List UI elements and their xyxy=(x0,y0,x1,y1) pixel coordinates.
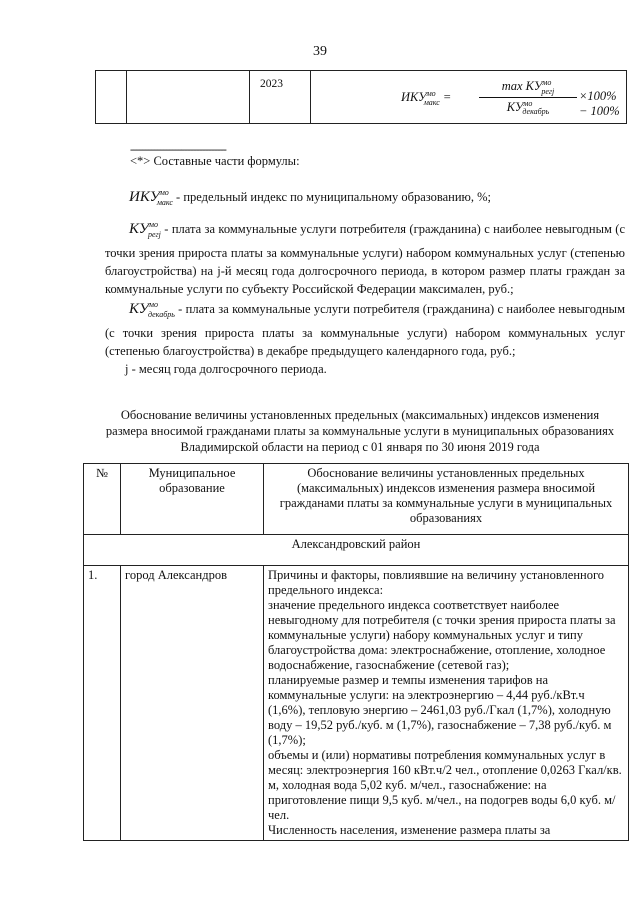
definition-ku-reg: $КУ^{мо}_{регj}$ - плата за коммунальные услуги потребителя (гражданина) с наиболее невыгодным (с точки зрения прироста платы за коммунальные услуги) набором коммунальных услуг (степенью благоустройства) на j-й месяц года долгосрочного периода, в котором размер платы граждан за коммунальные услуги по субъекту Российской Федерации максимален, руб.; xyxy=(105,220,625,296)
formula-rhs: ×100% − 100% xyxy=(579,89,620,118)
justification-line: объемы и (или) нормативы потребления коммунальных услуг в месяц: электроэнергия 160 кВт.ч/2 чел., отопление 0,0263 Гкал/кв. м, холодная вода 5,02 куб. м/чел., газоснабжение: на приготовление пищи 9,5 куб. м/чел., на подогрев воды 6,0 куб. м/чел. xyxy=(268,748,622,822)
region-name: Александровский район xyxy=(84,535,629,566)
row-number: 1. xyxy=(84,566,121,841)
formula-denominator: $КУ^{мо}_{декабрь}$ xyxy=(506,98,550,117)
justification-line: Причины и факторы, повлиявшие на величину установленного предельного индекса: xyxy=(268,568,605,597)
symbol-iku: $ИКУ^{мо}_{макс}$ xyxy=(129,188,173,207)
row-justification xyxy=(264,566,629,841)
justification-line: Численность населения, изменение размера платы за xyxy=(268,823,551,837)
footnote-separator: -------------------------------- xyxy=(130,142,226,156)
definition-iku: $ИКУ^{мо}_{макс}$ - предельный индекс по муниципальному образованию, %; xyxy=(129,188,492,207)
justification-line: планируемые размер и темпы изменения тарифов на коммунальные услуги: на электроэнергию – 4,44 руб./кВт.ч (1,6%), тепловую энергию – 2461,03 руб./Гкал (1,7%), холодную воду – 19,52 руб./куб. м (1,7%), газоснабжение – 7,38 руб./куб. м (1,7%); xyxy=(268,673,612,747)
header-municipality: Муниципальное образование xyxy=(121,464,264,535)
justification-table xyxy=(83,463,629,841)
header-number: № xyxy=(84,464,121,535)
justification-line: значение предельного индекса соответствует наиболее невыгодному для потребителя (с точки зрения прироста платы за коммунальные услуги) набору коммунальных услуг и типу благоустройства дома: электроснабжение, отопление, холодное водоснабжение, газоснабжение (сетевой газ); xyxy=(268,598,616,672)
year-cell: 2023 xyxy=(250,71,311,124)
header-justification: Обоснование величины установленных предельных (максимальных) индексов изменения размера вносимой гражданами платы за коммунальные услуги в муниципальных образованиях xyxy=(264,464,629,535)
row-municipality: город Александров xyxy=(121,566,264,841)
page-number: 39 xyxy=(313,44,327,59)
table-header-row xyxy=(84,464,629,535)
symbol-ku-reg: $КУ^{мо}_{регj}$ xyxy=(129,220,161,239)
definition-j: j - месяц года долгосрочного периода. xyxy=(125,362,327,376)
section-heading: Обоснование величины установленных предельных (максимальных) индексов изменения размера вносимой гражданами платы за коммунальные услуги в муниципальных образованиях Владимирской области на период с 01 января по 30 июня 2019 года xyxy=(105,408,615,454)
formula-table xyxy=(95,70,627,124)
footnote-title: <*> Составные части формулы: xyxy=(130,154,300,168)
formula-cell xyxy=(311,71,627,124)
formula-lhs: $ИКУ^{мо}_{макс}$ = xyxy=(401,89,452,107)
table-row xyxy=(84,566,629,841)
symbol-ku-dec: $КУ^{мо}_{декабрь}$ xyxy=(129,300,175,319)
formula-numerator: $\max КУ^{мо}_{регj}$ xyxy=(479,78,577,98)
region-row xyxy=(84,535,629,566)
definition-ku-dec: $КУ^{мо}_{декабрь}$ - плата за коммунальные услуги потребителя (гражданина) с наиболее невыгодным (с точки зрения прироста платы за коммунальные услуги) набором коммунальных услуг (степенью благоустройства) в декабре предыдущего календарного года, руб.; xyxy=(105,300,625,358)
formula-fraction xyxy=(479,78,577,116)
